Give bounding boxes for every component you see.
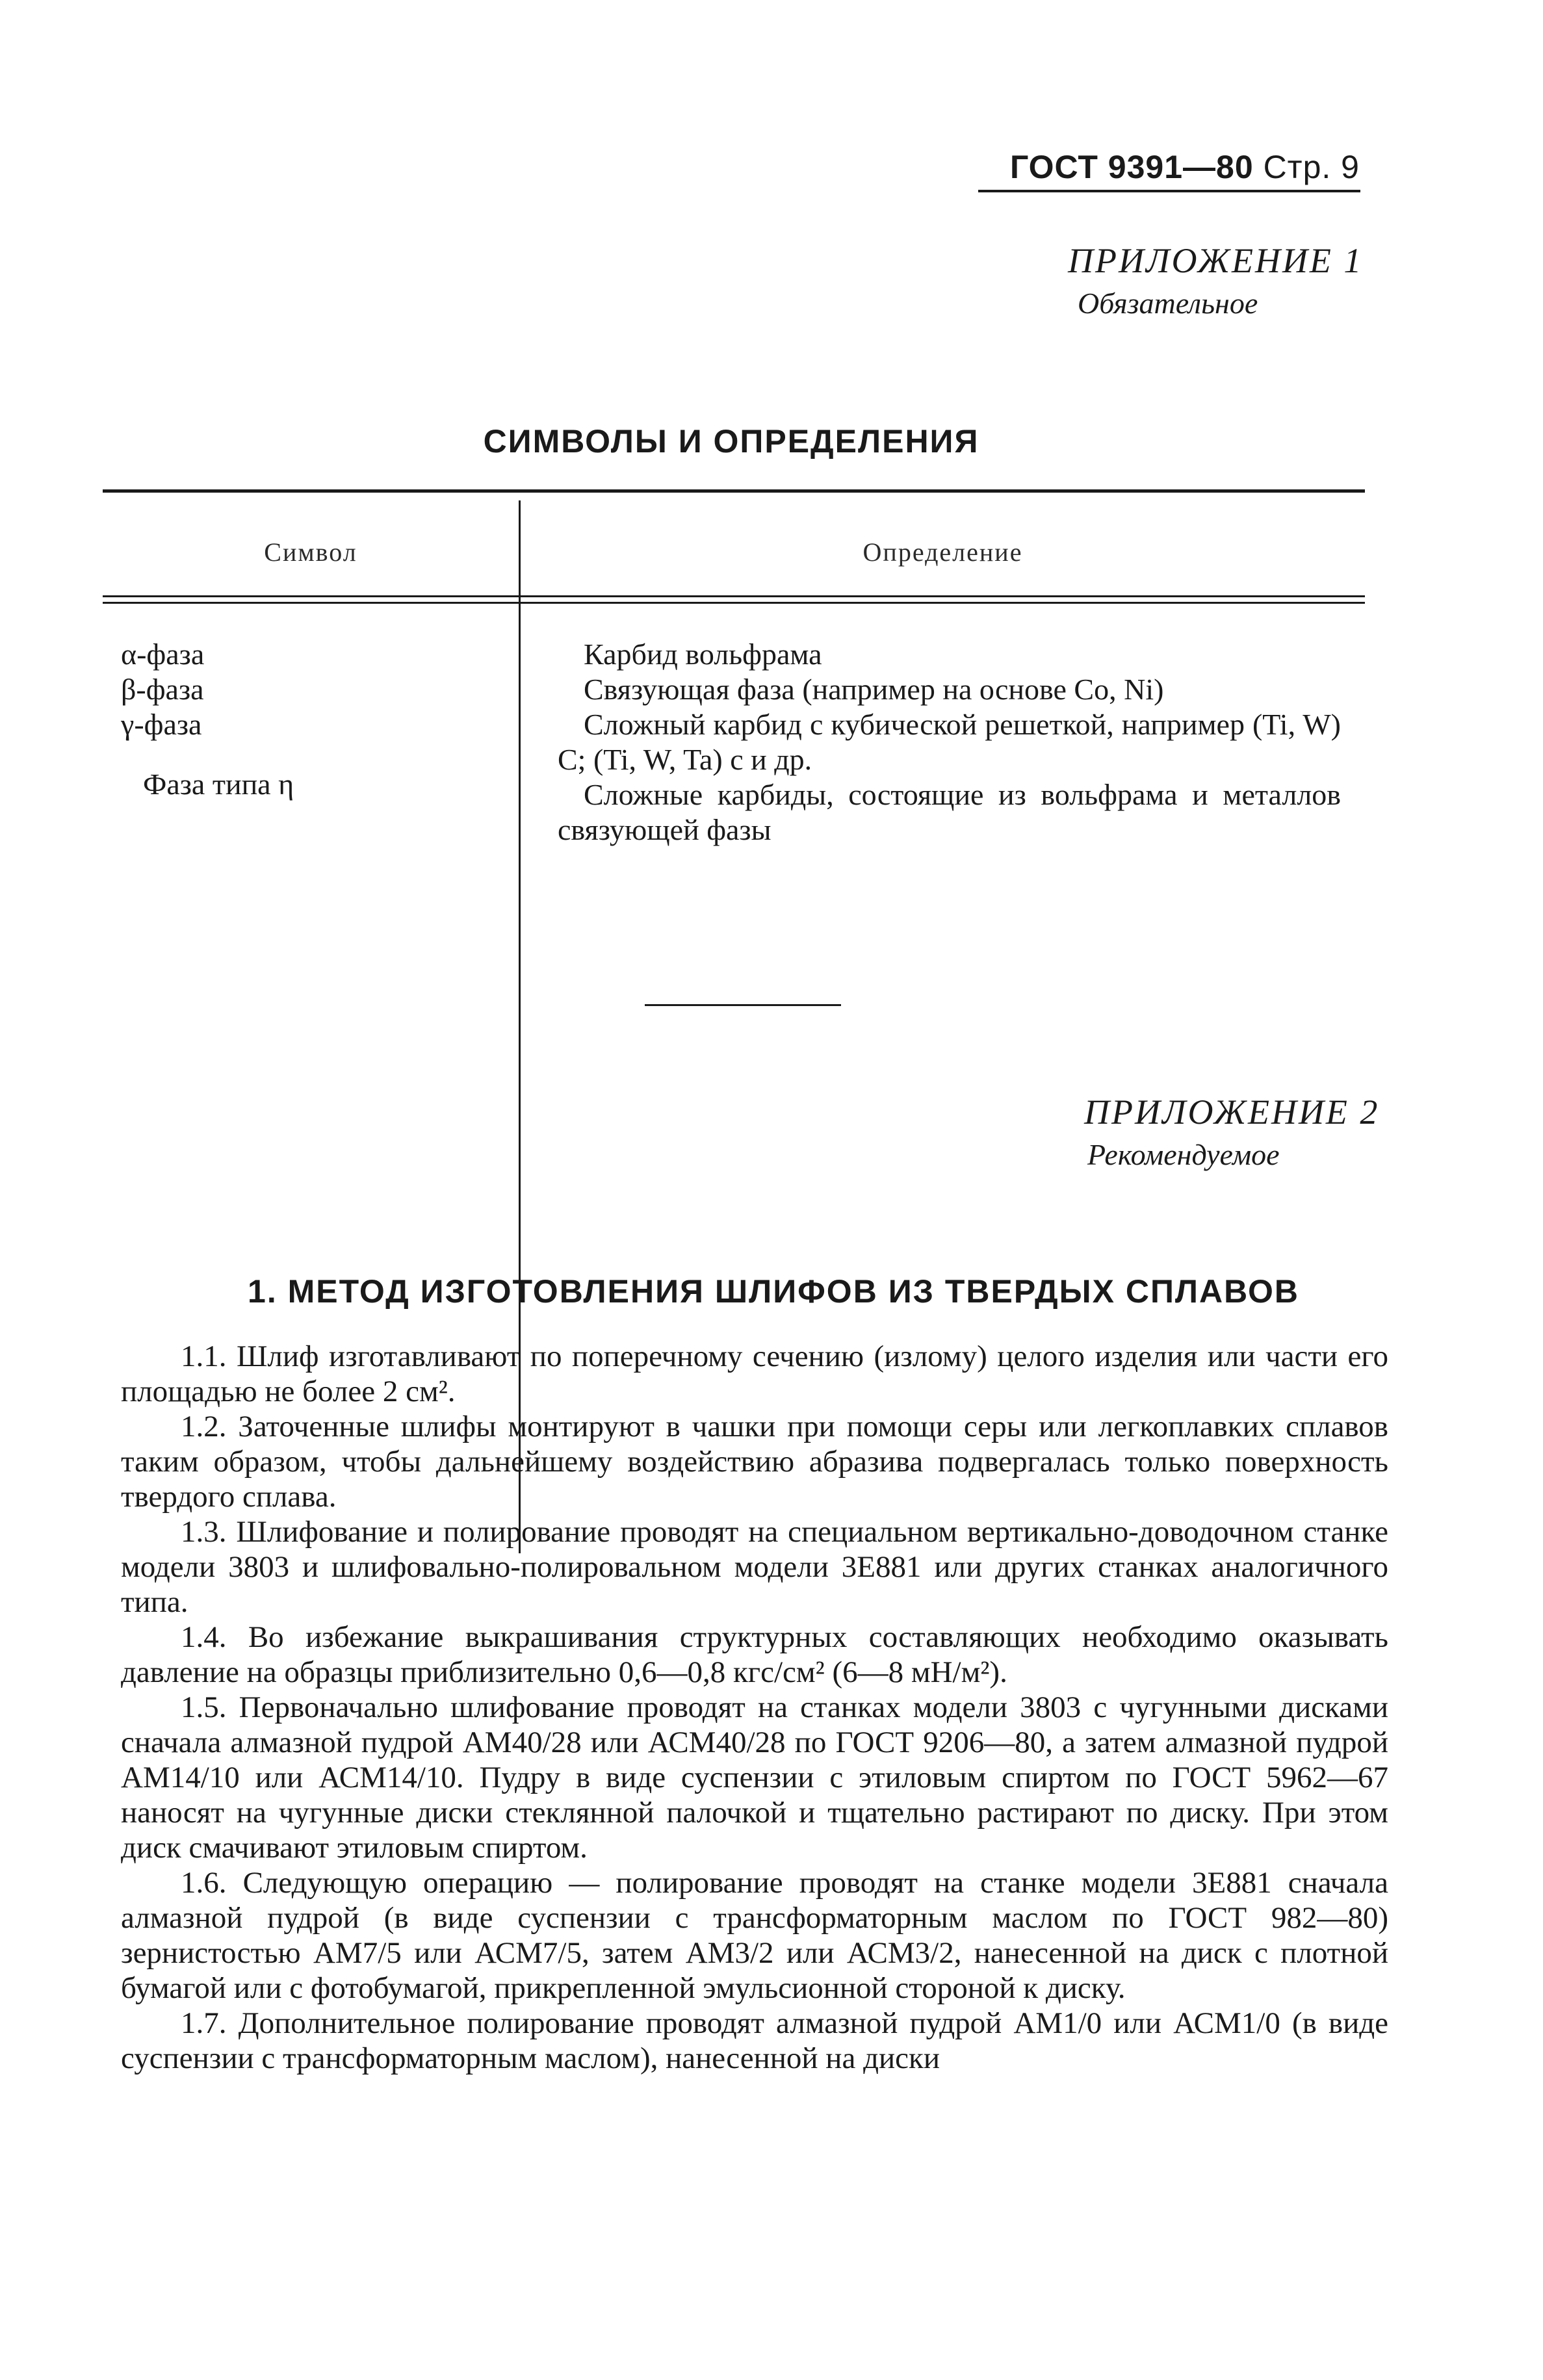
definition-gamma-phase: Сложный карбид с кубической решеткой, например (Ti, W) C; (Ti, W, Ta) с и др.: [558, 708, 1341, 776]
paragraph-1-6: 1.6. Следующую операцию — полирование проводят на станке модели 3Е881 сначала алмазной пудрой (в виде суспензии с трансформаторным маслом по ГОСТ 982—80) зернистостью АМ7/5 или АСМ7/5, затем АМ3/2 или АСМ3/2, нанесенной на диск с плотной бумагой или с фотобумагой, прикрепленной эмульсионной стороной к диску.: [121, 1866, 1388, 2005]
column-header-definition: Определение: [862, 537, 1023, 567]
annex2-subtitle: Рекомендуемое: [1087, 1138, 1280, 1171]
annex1-heading: СИМВОЛЫ И ОПРЕДЕЛЕНИЯ: [483, 423, 979, 459]
paragraph-1-1: 1.1. Шлиф изготавливают по поперечному сечению (излому) целого изделия или части его площадью не более 2 см².: [121, 1339, 1388, 1408]
definition-alpha-phase: Карбид вольфрама: [584, 638, 822, 671]
column-header-symbol: Символ: [264, 537, 357, 567]
table-top-rule: [103, 489, 1365, 493]
paragraph-1-7: 1.7. Дополнительное полирование проводят алмазной пудрой АМ1/0 или АСМ1/0 (в виде суспензии с трансформаторным маслом), нанесенной на диски: [121, 2006, 1388, 2075]
annex1-title: ПРИЛОЖЕНИЕ 1: [1068, 241, 1364, 280]
page-header: [1010, 148, 1360, 186]
definitions-cell: [558, 637, 1341, 847]
paragraph-1-5: 1.5. Первоначально шлифование проводят на станках модели 3803 с чугунными дисками сначала алмазной пудрой АМ40/28 или АСМ40/28 по ГОСТ 9206—80, а затем алмазной пудрой АМ14/10 или АСМ14/10. Пудру в виде суспензии с этиловым спиртом по ГОСТ 5962—67 наносят на чугунные диски стеклянной палочкой и тщательно растирают по диску. При этом диск смачивают этиловым спиртом.: [121, 1690, 1388, 1865]
header-underline: [978, 190, 1360, 192]
section-separator: [645, 1004, 841, 1006]
symbol-alpha-phase: α-фаза: [121, 638, 205, 671]
paragraph-1-4: 1.4. Во избежание выкрашивания структурных составляющих необходимо оказывать давление на образцы приблизительно 0,6—0,8 кгс/см² (6—8 мН/м²).: [121, 1620, 1388, 1689]
annex2-body: [121, 1339, 1388, 2076]
symbol-eta-phase: Фаза типа η: [143, 768, 294, 801]
table-header-rule-1: [103, 595, 1365, 597]
annex2-title: ПРИЛОЖЕНИЕ 2: [1084, 1093, 1380, 1132]
symbol-beta-phase: β-фаза: [121, 673, 204, 706]
paragraph-1-2: 1.2. Заточенные шлифы монтируют в чашки при помощи серы или легкоплавких сплавов таким образом, чтобы дальнейшему воздействию абразива подвергалась только поверхность твердого сплава.: [121, 1410, 1388, 1514]
definition-eta-phase: Сложные карбиды, состоящие из вольфрама и металлов связующей фазы: [558, 778, 1341, 846]
definition-beta-phase: Связующая фаза (например на основе Co, Ni): [584, 673, 1164, 706]
annex1-subtitle: Обязательное: [1078, 287, 1258, 320]
table-header-rule-2: [103, 602, 1365, 604]
paragraph-1-3: 1.3. Шлифование и полирование проводят на специальном вертикально-доводочном станке модели 3803 и шлифовально-полировальном модели 3Е881 или других станках аналогичного типа.: [121, 1515, 1388, 1619]
annex2-heading: 1. МЕТОД ИЗГОТОВЛЕНИЯ ШЛИФОВ ИЗ ТВЕРДЫХ СПЛАВОВ: [248, 1273, 1299, 1310]
standard-number: ГОСТ 9391—80: [1009, 149, 1254, 185]
page-number: Стр. 9: [1263, 149, 1360, 185]
symbol-gamma-phase: γ-фаза: [121, 708, 202, 741]
